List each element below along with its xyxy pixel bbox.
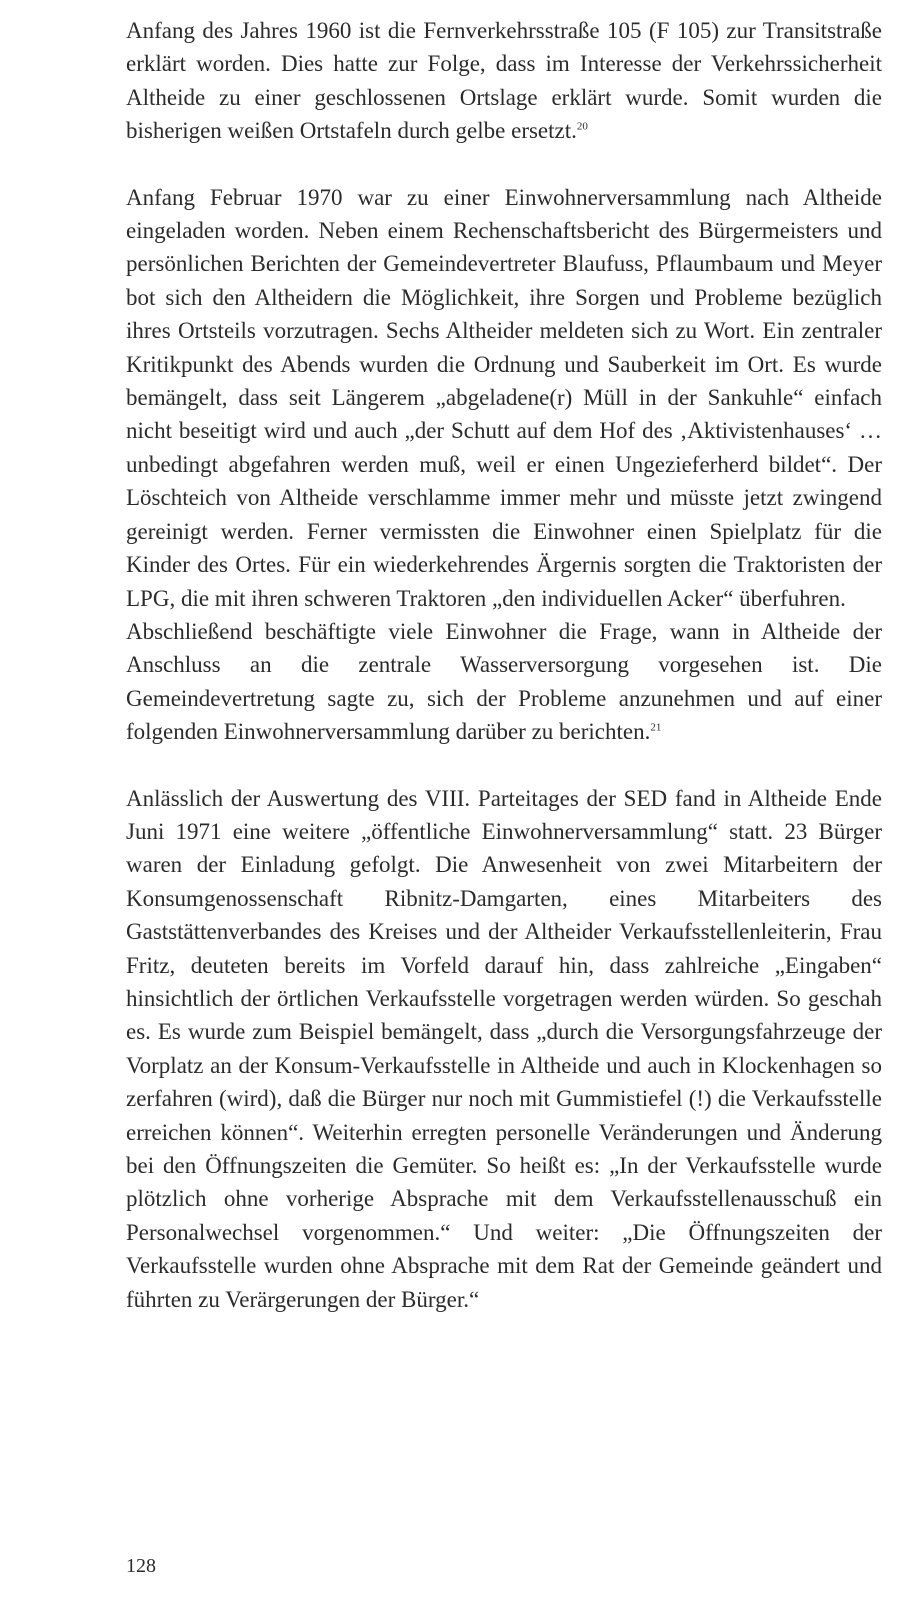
paragraph-residents-meeting-1971 (126, 782, 882, 1317)
footnote-marker: 21 (650, 721, 662, 734)
book-page-body (126, 14, 882, 1316)
paragraph-water-supply (126, 615, 882, 749)
paragraph-residents-meeting-1970 (126, 181, 882, 615)
paragraph-text: Anfang Februar 1970 war zu einer Einwohnerversammlung nach Altheide eingeladen worden. Neben einem Rechenschaftsbericht des Bürgermeisters und persönlichen Berichten der Gemeindevertreter Blaufuss, Pflaumbaum und Meyer bot sich den Altheidern die Möglichkeit, ihre Sorgen und Probleme bezüglich ihres Ortsteils vorzutragen. Sechs Altheider meldeten sich zu Wort. Ein zentraler Kritikpunkt des Abends wurden die Ordnung und Sauberkeit im Ort. Es wurde bemängelt, dass seit Längerem „abgeladene(r) Müll in der Sankuhle“ einfach nicht beseitigt wird und auch „der Schutt auf dem Hof des ‚Aktivistenhauses‘ … unbedingt abgefahren werden muß, weil er einen Ungezieferherd bildet“. Der Löschteich von Altheide verschlamme immer mehr und müsste jetzt zwingend gereinigt werden. Ferner vermissten die Einwohner einen Spielplatz für die Kinder des Ortes. Für ein wiederkehrendes Ärgernis sorgten die Traktoristen der LPG, die mit ihren schweren Traktoren „den individuellen Acker“ überfuhren. (126, 184, 882, 611)
paragraph-transit-road (126, 14, 882, 148)
footnote-marker: 20 (576, 120, 588, 133)
paragraph-text: Abschließend beschäftigte viele Einwohner die Frage, wann in Altheide der Anschluss an die zentrale Wasserversorgung vorgesehen ist. Die Gemeindevertretung sagte zu, sich der Probleme anzunehmen und auf einer folgenden Einwohnerversammlung darüber zu berichten. (126, 618, 882, 745)
paragraph-text: Anfang des Jahres 1960 ist die Fernverkehrsstraße 105 (F 105) zur Transitstraße erklärt worden. Dies hatte zur Folge, dass im Interesse der Verkehrssicherheit Altheide zu einer geschlossenen Ortslage erklärt wurde. Somit wurden die bisherigen weißen Ortstafeln durch gelbe ersetzt. (126, 18, 882, 144)
page-number: 128 (126, 1555, 156, 1577)
paragraph-text: Anlässlich der Auswertung des VIII. Parteitages der SED fand in Altheide Ende Juni 1971 eine weitere „öffentliche Einwohnerversammlung“ statt. 23 Bürger waren der Einladung gefolgt. Die Anwesenheit von zwei Mitarbeitern der Konsumgenossenschaft Ribnitz-Damgarten, eines Mitarbeiters des Gaststättenverbandes des Kreises und der Altheider Verkaufsstellenleiterin, Frau Fritz, deuteten bereits im Vorfeld darauf hin, dass zahlreiche „Eingaben“ hinsichtlich der örtlichen Verkaufsstelle vorgetragen werden würden. So geschah es. Es wurde zum Beispiel bemängelt, dass „durch die Versorgungsfahrzeuge der Vorplatz an der Konsum-Verkaufsstelle in Altheide und auch in Klockenhagen so zerfahren (wird), daß die Bürger nur noch mit Gummistiefel (!) die Verkaufsstelle erreichen können“. Weiterhin erregten personelle Veränderungen und Änderung bei den Öffnungszeiten die Gemüter. So heißt es: „In der Verkaufsstelle wurde plötzlich ohne vorherige Absprache mit dem Verkaufsstellenausschuß ein Personalwechsel vorgenommen.“ Und weiter: „Die Öffnungszeiten der Verkaufsstelle wurden ohne Absprache mit dem Rat der Gemeinde geändert und führten zu Verärgerungen der Bürger.“ (126, 785, 882, 1312)
